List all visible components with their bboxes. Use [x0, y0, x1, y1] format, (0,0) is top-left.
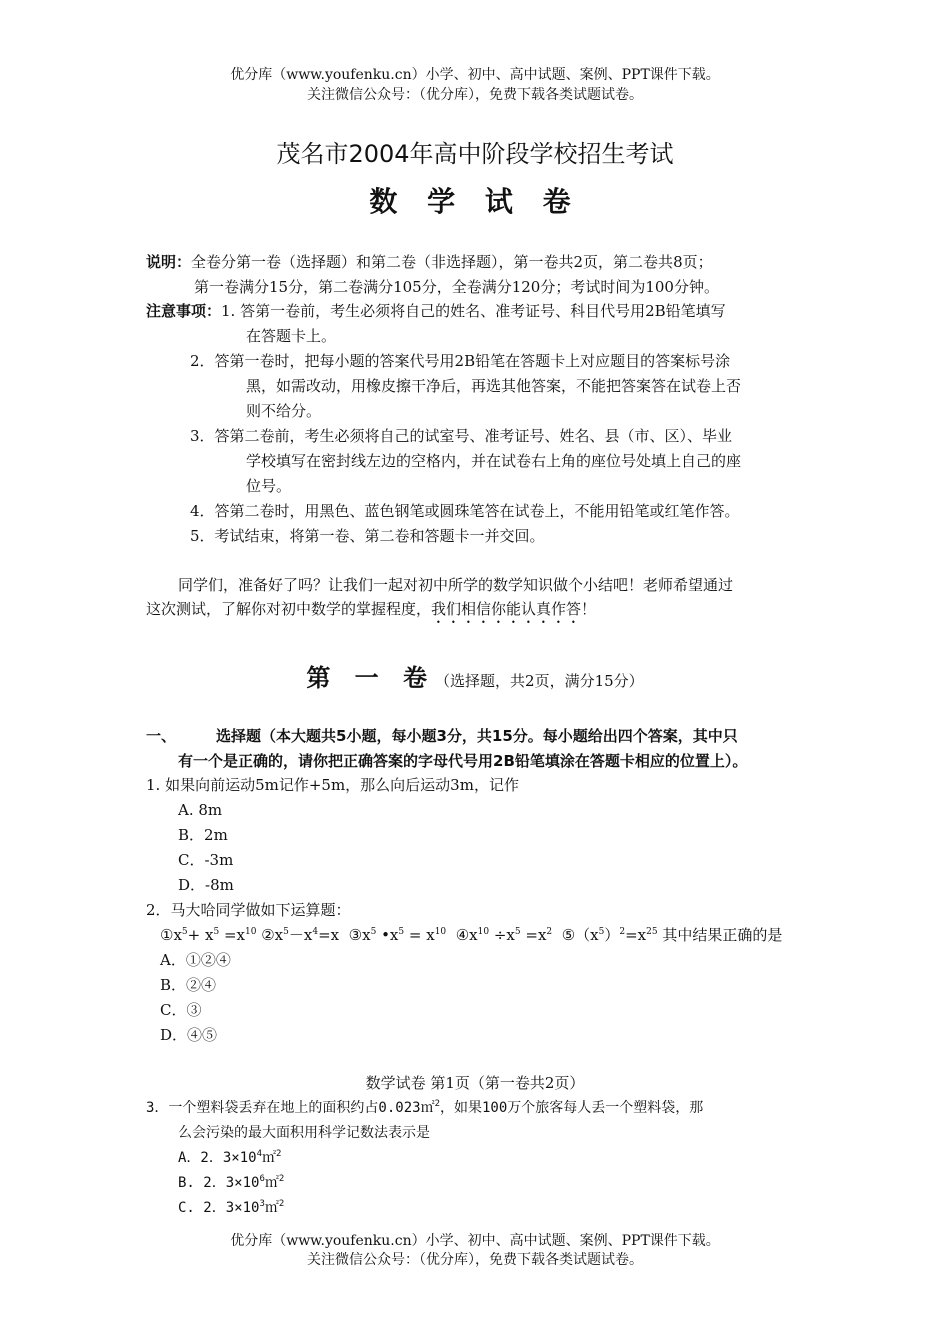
section-1-subtitle: （选择题，共2页，满分15分）: [435, 672, 644, 690]
instructions-line-1: [146, 252, 713, 272]
encouragement-line-2: [146, 599, 596, 627]
q2-expr-5: $⑤(x^5)^2=x^{25}$: [561, 926, 658, 944]
instructions-label: 说明：: [146, 253, 192, 271]
note-2a: 2．答第一卷时，把每小题的答案代号用2B铅笔在答题卡上对应题目的答案标号涂: [190, 352, 731, 370]
note-3c: 位号。: [246, 477, 292, 495]
exam-title: 茂名市2004年高中阶段学校招生考试: [276, 140, 674, 168]
q2-option-a: A．①②④: [160, 951, 231, 969]
q3-stem-part-1: 3．一个塑料袋丢弃在地上的面积约占0.023㎡: [146, 1100, 435, 1116]
q2-expr-2: $②x^5-x^4=x$: [261, 926, 340, 944]
q2-expr-4: $④x^{10} \div x^5 =x^2$: [455, 926, 553, 944]
part-1-heading-a: 选择题（本大题共5小题，每小题3分，共15分。每小题给出四个答案，其中只: [216, 727, 738, 745]
encouragement-end: ！: [581, 600, 597, 618]
instructions-text-1: 全卷分第一卷（选择题）和第二卷（非选择题），第一卷共2页，第二卷共8页；: [191, 253, 713, 271]
note-2b: 黑，如需改动，用橡皮擦干净后，再选其他答案，不能把答案答在试卷上否: [246, 377, 742, 395]
part-1-heading-line-1: [146, 726, 738, 746]
note-2c: 则不给分。: [246, 402, 322, 420]
part-1-heading-b: 有一个是正确的，请你把正确答案的字母代号用2B铅笔填涂在答题卡相应的位置上）。: [178, 752, 748, 770]
note-1b: 在答题卡上。: [246, 327, 337, 345]
q3-stem-line-2: 么会污染的最大面积用科学记数法表示是: [178, 1125, 430, 1141]
notes-line-1: [146, 301, 726, 321]
bottom-line-1: 优分库（www.youfenku.cn）小学、初中、高中试题、案例、PPT课件下载。: [230, 1233, 720, 1249]
section-1-title: [0, 658, 950, 693]
part-1-number: 一、: [146, 727, 177, 745]
q3-stem-line-1: 3．一个塑料袋丢弃在地上的面积约占0.023㎡$^2$，如果100万个旅客每人丢一个塑料袋，那: [146, 1099, 704, 1116]
encouragement-dotted: 我们相信你能认真作答: [431, 600, 582, 618]
note-4: 4．答第二卷时，用黑色、蓝色钢笔或圆珠笔答在试卷上，不能用铅笔或红笔作答。: [190, 502, 740, 520]
notes-label: 注意事项：: [146, 302, 222, 320]
q1-stem: 1. 如果向前运动5m记作+5m，那么向后运动3m，记作: [146, 776, 519, 794]
note-3a: 3．答第二卷前，考生必须将自己的试室号、准考证号、姓名、县（市、区）、毕业: [190, 427, 733, 445]
q2-stem: 2．马大哈同学做如下运算题：: [146, 901, 351, 919]
note-3b: 学校填写在密封线左边的空格内，并在试卷右上角的座位号处填上自己的座: [246, 452, 742, 470]
note-5: 5．考试结束，将第一卷、第二卷和答题卡一并交回。: [190, 527, 545, 545]
header-line-1: 优分库（www.youfenku.cn）小学、初中、高中试题、案例、PPT课件下载。: [230, 67, 720, 83]
encouragement-plain: 这次测试，了解你对初中数学的掌握程度，: [146, 600, 432, 618]
q1-option-c: C．-3m: [178, 851, 234, 869]
section-1-name: 第 一 卷: [306, 664, 436, 692]
q2-expr-3: $③x^5$ $•x^5 = x^{10}$: [348, 926, 447, 944]
q1-option-b: B．2m: [178, 826, 228, 844]
q3-option-a: A．2．$3\times 10^4㎡^2$: [178, 1149, 282, 1166]
bottom-line-2: 关注微信公众号：（优分库），免费下载各类试题试卷。: [307, 1252, 643, 1268]
q1-option-a: A. 8m: [178, 801, 223, 819]
encouragement-line-1: 同学们，准备好了吗？让我们一起对初中所学的数学知识做个小结吧！老师希望通过: [178, 576, 734, 594]
q2-expr-1: $①x^5+ x^5 =x^{10}$: [160, 926, 257, 944]
q3-stem-part-2: ，如果100万个旅客每人丢一个塑料袋，那: [440, 1100, 704, 1116]
q2-option-b: B．②④: [160, 976, 217, 994]
header-line-2: 关注微信公众号：（优分库），免费下载各类试题试卷。: [307, 87, 643, 103]
q1-option-d: D．-8m: [178, 876, 234, 894]
note-1a: 1. 答第一卷前，考生必须将自己的姓名、准考证号、科目代号用2B铅笔填写: [221, 302, 726, 320]
q2-option-c: C．③: [160, 1001, 202, 1019]
instructions-line-2: 第一卷满分15分，第二卷满分105分，全卷满分120分；考试时间为100分钟。: [194, 278, 719, 296]
q3-option-b: B. 2．$3\times 10^6㎡^2$: [178, 1174, 285, 1191]
exam-subtitle: 数 学 试 卷: [369, 185, 581, 218]
q2-expressions: [160, 925, 782, 945]
q2-option-d: D．④⑤: [160, 1026, 218, 1044]
q3-option-c: C. 2．$3\times 10^3㎡^2$: [178, 1199, 285, 1216]
q2-tail: 其中结果正确的是: [657, 926, 783, 944]
page-footer: 数学试卷 第1页（第一卷共2页）: [365, 1074, 585, 1092]
